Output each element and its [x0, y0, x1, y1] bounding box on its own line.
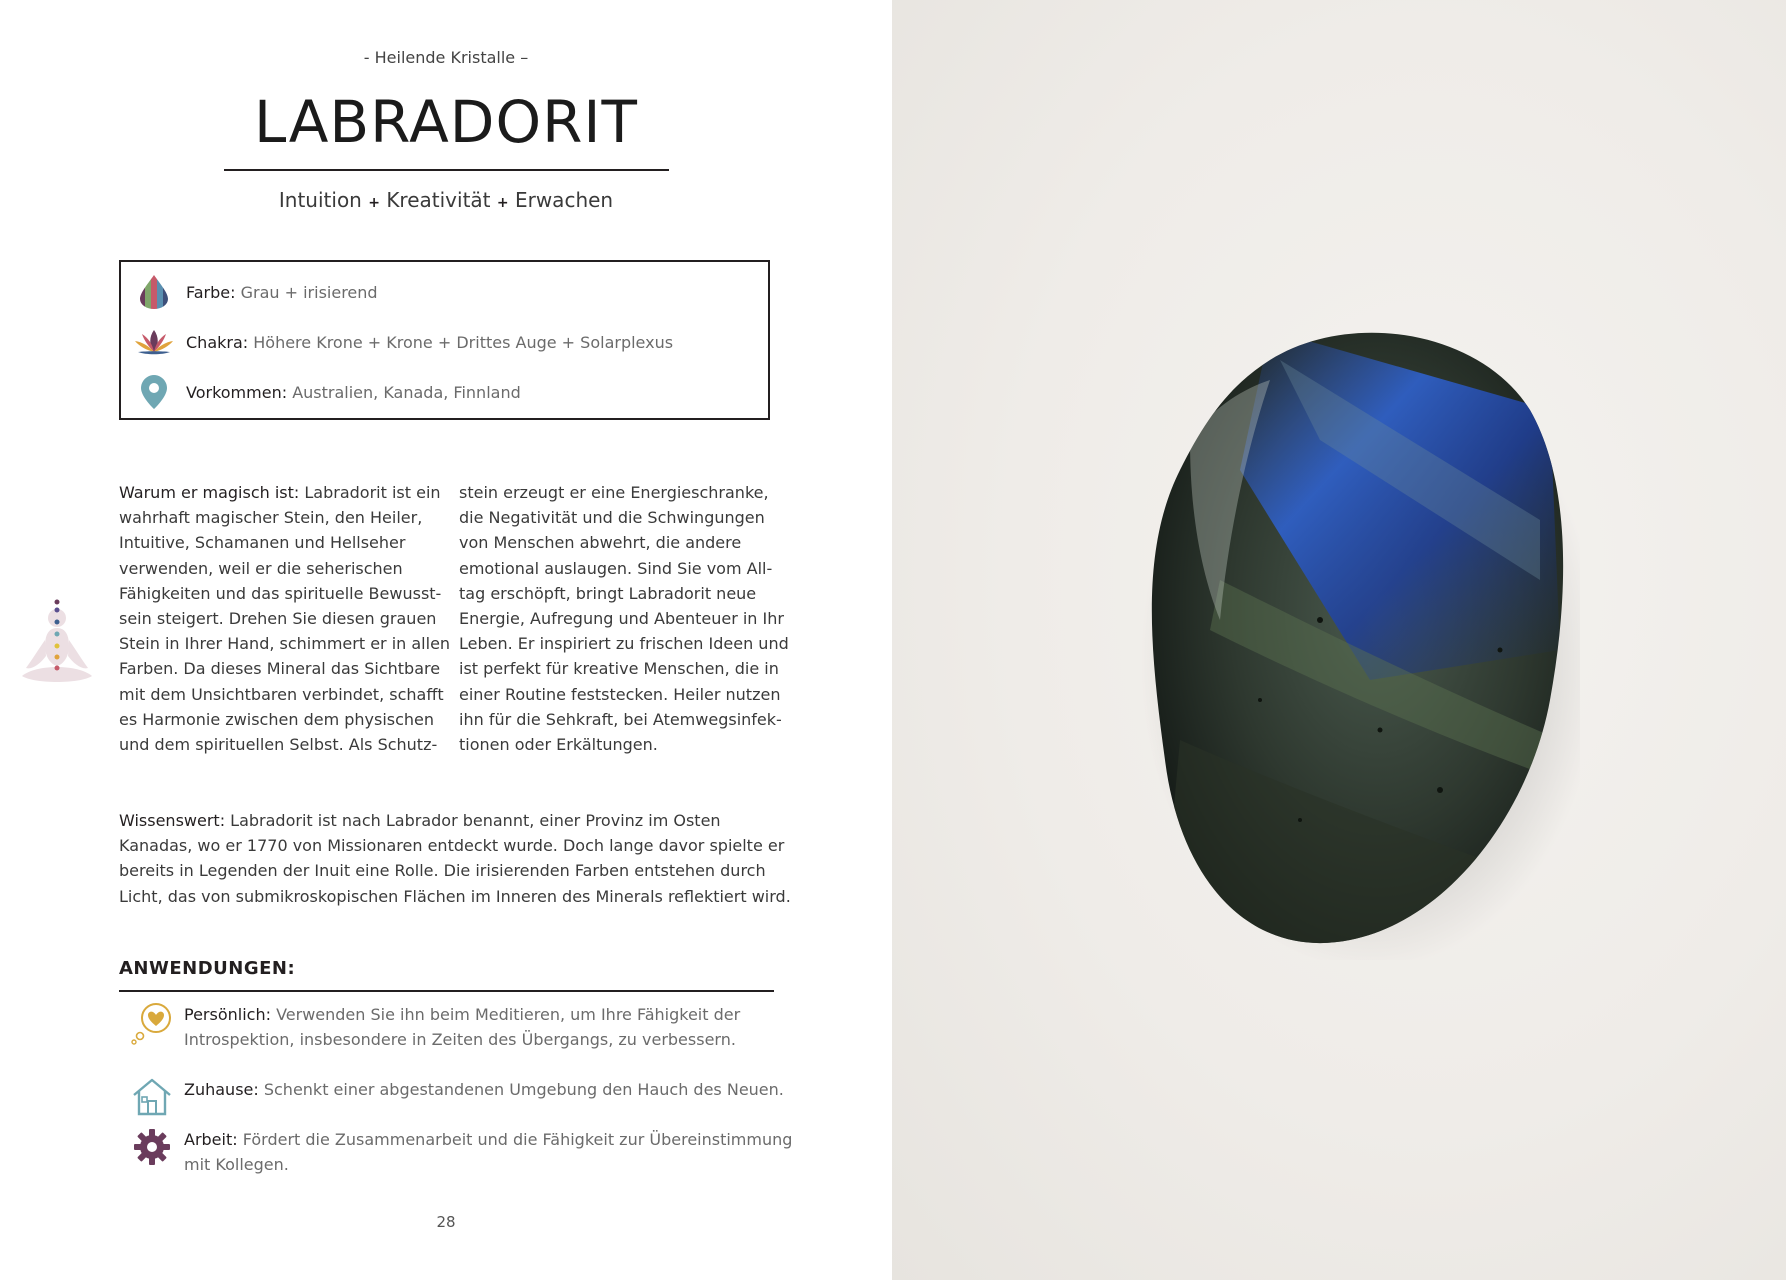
text-line: Intuitive, Schamanen und Hellseher [119, 533, 406, 553]
applications-rule [119, 990, 774, 992]
magic-column-1 [119, 480, 451, 757]
text-line: emotional auslaugen. Sind Sie vom All- [459, 558, 773, 578]
page-title: LABRADORIT [254, 88, 638, 156]
keyword-separator: + [368, 195, 380, 211]
applications-heading: ANWENDUNGEN: [119, 958, 296, 979]
text-line: ihn für die Sehkraft, bei Atemwegsinfek- [459, 709, 782, 729]
heart-thought-icon [130, 1002, 174, 1046]
wissenswert-label: Wissenswert: [119, 811, 226, 830]
text-line: stein erzeugt er eine Energieschranke, [459, 483, 769, 502]
application-label: Zuhause: [184, 1080, 259, 1099]
text-line: wahrhaft magischer Stein, den Heiler, [119, 508, 423, 528]
text-span: Verwenden Sie ihn beim Meditieren, um Ihre Fähigkeit der [270, 1005, 741, 1024]
text-line: Energie, Aufregung und Abenteuer in Ihr [459, 609, 784, 629]
application-text [184, 1077, 784, 1121]
fact-text [186, 383, 521, 402]
text-line: Introspektion, insbesondere in Zeiten des Übergangs, zu verbessern. [184, 1030, 736, 1050]
application-text [184, 1127, 792, 1177]
text-span: Fördert die Zusammenarbeit und die Fähigkeit zur Übereinstimmung [237, 1130, 793, 1149]
text-line: tionen oder Erkältungen. [459, 735, 658, 755]
fact-value: Australien, Kanada, Finnland [292, 382, 521, 402]
drop-color-icon [134, 272, 174, 312]
text-line [184, 1002, 740, 1027]
fact-value: Höhere Krone + Krone + Drittes Auge + Solarplexus [253, 332, 674, 352]
gear-icon [130, 1127, 174, 1171]
text-line: die Negativität und die Schwingungen [459, 508, 765, 528]
title-rule [224, 169, 669, 171]
text-line: Farben. Da dieses Mineral das Sichtbare [119, 659, 441, 679]
running-head: - Heilende Kristalle – [363, 48, 529, 67]
meditation-figure-icon [18, 598, 96, 688]
text-line: Fähigkeiten und das spirituelle Bewusst- [119, 583, 442, 603]
wissenswert-paragraph [119, 808, 791, 909]
left-page [0, 0, 892, 1280]
text-line: und dem spirituellen Selbst. Als Schutz- [119, 735, 438, 755]
keyword: Kreativität [386, 188, 491, 212]
fact-row-chakra [134, 322, 673, 362]
text-line: bereits in Legenden der Inuit eine Rolle. Die irisierenden Farben entstehen durch [119, 861, 766, 881]
keyword: Erwachen [514, 188, 614, 212]
fact-value: Grau + irisierend [240, 282, 378, 302]
text-line: tag erschöpft, bringt Labradorit neue [459, 583, 757, 603]
text-line [119, 808, 779, 833]
text-line [119, 480, 439, 505]
application-persoenlich [130, 1002, 740, 1052]
location-pin-icon [134, 372, 174, 412]
fact-label: Vorkommen: [186, 382, 288, 402]
house-icon [130, 1077, 174, 1121]
fact-text [186, 283, 378, 302]
fact-row-vorkommen [134, 372, 521, 412]
application-zuhause [130, 1077, 784, 1121]
page-number: 28 [436, 1213, 456, 1231]
application-label: Persönlich: [184, 1005, 271, 1024]
text-line: Leben. Er inspiriert zu frischen Ideen und [459, 634, 789, 654]
text-line: es Harmonie zwischen dem physischen [119, 709, 435, 729]
fact-text [186, 333, 673, 352]
text-line: ist perfekt für kreative Menschen, die in [459, 659, 779, 679]
keyword: Intuition [278, 188, 362, 212]
text-line: verwenden, weil er die seherischen [119, 558, 403, 578]
application-arbeit [130, 1127, 792, 1177]
text-span: Labradorit ist nach Labrador benannt, einer Provinz im Osten [225, 811, 721, 830]
text-span: Schenkt einer abgestandenen Umgebung den Hauch des Neuen. [258, 1080, 784, 1099]
fact-label: Farbe: [186, 282, 236, 302]
text-line: Stein in Ihrer Hand, schimmert er in allen [119, 634, 451, 654]
magic-label: Warum er magisch ist: [119, 483, 300, 502]
facts-box [119, 260, 770, 420]
text-span: Labradorit ist ein [299, 483, 441, 502]
application-text [184, 1002, 740, 1052]
fact-label: Chakra: [186, 332, 249, 352]
text-line [184, 1077, 784, 1102]
text-line: sein steigert. Drehen Sie diesen grauen [119, 609, 437, 629]
keyword-separator: + [496, 195, 509, 211]
fact-row-farbe [134, 272, 378, 312]
text-line: Kanadas, wo er 1770 von Missionaren entdeckt wurde. Doch lange davor spielte er [119, 836, 785, 856]
magic-column-2 [459, 480, 789, 757]
keywords-line [0, 188, 892, 212]
text-line [184, 1127, 792, 1152]
text-line: von Menschen abwehrt, die andere [459, 533, 742, 553]
lotus-chakra-icon [134, 322, 174, 362]
text-line: mit dem Unsichtbaren verbindet, schafft [119, 684, 444, 704]
application-label: Arbeit: [184, 1130, 238, 1149]
labradorite-stone-image [1120, 320, 1580, 960]
text-line: einer Routine feststecken. Heiler nutzen [459, 684, 781, 704]
text-line: mit Kollegen. [184, 1155, 289, 1175]
text-line: Licht, das von submikroskopischen Flächen im Inneren des Minerals reflektiert wird. [119, 886, 791, 906]
